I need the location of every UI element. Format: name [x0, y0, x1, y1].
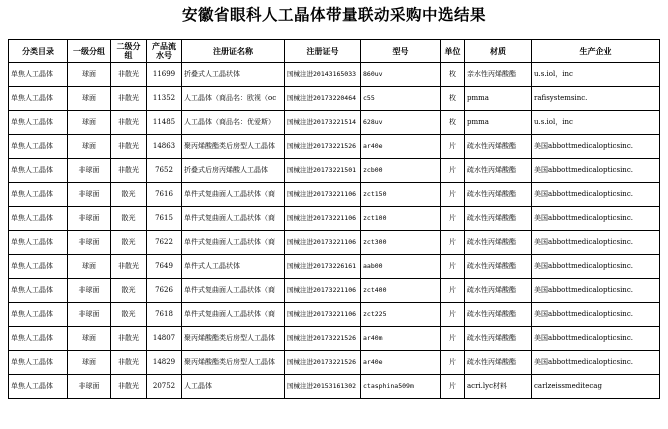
table-row [9, 327, 660, 351]
manufacturer-cell: rafisystemsinc. [532, 87, 660, 111]
serial-cell: 7622 [147, 231, 182, 255]
manufacturer-cell: 美国abbottmedicalopticsinc. [532, 207, 660, 231]
serial-cell: 20752 [147, 375, 182, 399]
category-cell: 单焦人工晶体 [9, 303, 68, 327]
material-cell: pmma [465, 87, 532, 111]
category-cell: 单焦人工晶体 [9, 159, 68, 183]
model-cell: zct100 [361, 207, 441, 231]
material-cell: 疏水性丙烯酸酯 [465, 279, 532, 303]
group1-cell: 球面 [68, 87, 111, 111]
group2-cell: 散光 [111, 279, 147, 303]
registration-name-cell: 单件式复曲面人工晶状体（商 [182, 279, 285, 303]
group2-cell: 非散光 [111, 135, 147, 159]
group1-cell: 球面 [68, 63, 111, 87]
manufacturer-cell: 美国abbottmedicalopticsinc. [532, 135, 660, 159]
serial-cell: 7616 [147, 183, 182, 207]
category-cell: 单焦人工晶体 [9, 327, 68, 351]
table-row [9, 207, 660, 231]
category-cell: 单焦人工晶体 [9, 207, 68, 231]
table-row [9, 279, 660, 303]
category-cell: 单焦人工晶体 [9, 63, 68, 87]
category-cell: 单焦人工晶体 [9, 255, 68, 279]
registration-name-cell: 单件式人工晶状体 [182, 255, 285, 279]
material-cell: 疏水性丙烯酸酯 [465, 303, 532, 327]
unit-cell: 片 [441, 351, 465, 375]
column-header: 材质 [465, 40, 532, 63]
serial-cell: 11485 [147, 111, 182, 135]
material-cell: 疏水性丙烯酸酯 [465, 183, 532, 207]
unit-cell: 片 [441, 303, 465, 327]
serial-cell: 7615 [147, 207, 182, 231]
serial-cell: 14807 [147, 327, 182, 351]
registration-name-cell: 单件式复曲面人工晶状体（商 [182, 183, 285, 207]
registration-number-cell: 国械注进20173221526 [285, 351, 361, 375]
registration-number-cell: 国械注进20173221514 [285, 111, 361, 135]
registration-number-cell: 国械注进20173221501 [285, 159, 361, 183]
registration-number-cell: 国械注进20173221526 [285, 327, 361, 351]
registration-number-cell: 国械注进20173221106 [285, 231, 361, 255]
category-cell: 单焦人工晶体 [9, 231, 68, 255]
unit-cell: 片 [441, 255, 465, 279]
column-header: 单位 [441, 40, 465, 63]
unit-cell: 片 [441, 135, 465, 159]
registration-name-cell: 人工晶体 [182, 375, 285, 399]
material-cell: 疏水性丙烯酸酯 [465, 207, 532, 231]
column-header: 注册证号 [285, 40, 361, 63]
table-row [9, 135, 660, 159]
table-row [9, 63, 660, 87]
category-cell: 单焦人工晶体 [9, 351, 68, 375]
manufacturer-cell: carlzeissmeditecag [532, 375, 660, 399]
group1-cell: 非球面 [68, 303, 111, 327]
material-cell: 亲水性丙烯酸酯 [465, 63, 532, 87]
unit-cell: 片 [441, 327, 465, 351]
model-cell: ar40e [361, 135, 441, 159]
category-cell: 单焦人工晶体 [9, 87, 68, 111]
page-title: 安徽省眼科人工晶体带量联动采购中选结果 [181, 5, 486, 24]
manufacturer-cell: 美国abbottmedicalopticsinc. [532, 255, 660, 279]
model-cell: ctasphina509m [361, 375, 441, 399]
table-row [9, 231, 660, 255]
unit-cell: 片 [441, 279, 465, 303]
group2-cell: 非散光 [111, 375, 147, 399]
manufacturer-cell: 美国abbottmedicalopticsinc. [532, 159, 660, 183]
registration-number-cell: 国械注进20173221106 [285, 303, 361, 327]
table-header-row [9, 40, 660, 63]
group1-cell: 球面 [68, 135, 111, 159]
column-header: 一级分组 [68, 40, 111, 63]
group2-cell: 散光 [111, 183, 147, 207]
group2-cell: 非散光 [111, 327, 147, 351]
material-cell: 疏水性丙烯酸酯 [465, 351, 532, 375]
group1-cell: 非球面 [68, 207, 111, 231]
manufacturer-cell: 美国abbottmedicalopticsinc. [532, 351, 660, 375]
column-header: 注册证名称 [182, 40, 285, 63]
model-cell: ar40m [361, 327, 441, 351]
unit-cell: 枚 [441, 111, 465, 135]
table-row [9, 183, 660, 207]
table-row [9, 351, 660, 375]
category-cell: 单焦人工晶体 [9, 135, 68, 159]
group1-cell: 非球面 [68, 183, 111, 207]
manufacturer-cell: u.s.iol，inc [532, 63, 660, 87]
group2-cell: 非散光 [111, 159, 147, 183]
group2-cell: 非散光 [111, 63, 147, 87]
model-cell: 860uv [361, 63, 441, 87]
group1-cell: 球面 [68, 255, 111, 279]
model-cell: 628uv [361, 111, 441, 135]
group2-cell: 散光 [111, 207, 147, 231]
manufacturer-cell: 美国abbottmedicalopticsinc. [532, 303, 660, 327]
model-cell: c55 [361, 87, 441, 111]
unit-cell: 片 [441, 159, 465, 183]
model-cell: zcb00 [361, 159, 441, 183]
group2-cell: 非散光 [111, 111, 147, 135]
table-row [9, 303, 660, 327]
registration-number-cell: 国械注进20173226161 [285, 255, 361, 279]
group1-cell: 非球面 [68, 279, 111, 303]
registration-number-cell: 国械注进20173220464 [285, 87, 361, 111]
unit-cell: 枚 [441, 87, 465, 111]
serial-cell: 7649 [147, 255, 182, 279]
model-cell: aab00 [361, 255, 441, 279]
registration-name-cell: 单件式复曲面人工晶状体（商 [182, 303, 285, 327]
registration-number-cell: 国械注进20173221106 [285, 207, 361, 231]
column-header: 二级分组 [111, 40, 147, 63]
serial-cell: 14863 [147, 135, 182, 159]
material-cell: 疏水性丙烯酸酯 [465, 159, 532, 183]
table-row [9, 255, 660, 279]
serial-cell: 14829 [147, 351, 182, 375]
column-header: 产品流水号 [147, 40, 182, 63]
material-cell: 疏水性丙烯酸酯 [465, 255, 532, 279]
unit-cell: 片 [441, 231, 465, 255]
serial-cell: 11699 [147, 63, 182, 87]
table-row [9, 159, 660, 183]
group2-cell: 非散光 [111, 255, 147, 279]
manufacturer-cell: 美国abbottmedicalopticsinc. [532, 183, 660, 207]
category-cell: 单焦人工晶体 [9, 111, 68, 135]
table-row [9, 375, 660, 399]
unit-cell: 片 [441, 207, 465, 231]
model-cell: zct225 [361, 303, 441, 327]
group2-cell: 非散光 [111, 87, 147, 111]
group2-cell: 散光 [111, 303, 147, 327]
model-cell: zct400 [361, 279, 441, 303]
serial-cell: 7652 [147, 159, 182, 183]
category-cell: 单焦人工晶体 [9, 279, 68, 303]
manufacturer-cell: 美国abbottmedicalopticsinc. [532, 327, 660, 351]
manufacturer-cell: 美国abbottmedicalopticsinc. [532, 279, 660, 303]
serial-cell: 11352 [147, 87, 182, 111]
column-header: 生产企业 [532, 40, 660, 63]
table-row [9, 111, 660, 135]
registration-name-cell: 聚丙烯酸酯类后房型人工晶体 [182, 351, 285, 375]
registration-name-cell: 聚丙烯酸酯类后房型人工晶体 [182, 327, 285, 351]
unit-cell: 片 [441, 183, 465, 207]
column-header: 分类目录 [9, 40, 68, 63]
registration-name-cell: 单件式复曲面人工晶状体（商 [182, 207, 285, 231]
material-cell: 疏水性丙烯酸酯 [465, 327, 532, 351]
registration-name-cell: 人工晶体（商品名：欧视（oc [182, 87, 285, 111]
registration-name-cell: 折叠式人工晶状体 [182, 63, 285, 87]
registration-number-cell: 国械注进20143165033 [285, 63, 361, 87]
manufacturer-cell: u.s.iol，inc [532, 111, 660, 135]
registration-number-cell: 国械注进20173221526 [285, 135, 361, 159]
registration-number-cell: 国械注进20153161302 [285, 375, 361, 399]
registration-number-cell: 国械注进20173221106 [285, 279, 361, 303]
category-cell: 单焦人工晶体 [9, 183, 68, 207]
results-table [8, 39, 660, 399]
group1-cell: 非球面 [68, 231, 111, 255]
serial-cell: 7626 [147, 279, 182, 303]
registration-name-cell: 折叠式后房丙烯酸人工晶体 [182, 159, 285, 183]
unit-cell: 枚 [441, 63, 465, 87]
manufacturer-cell: 美国abbottmedicalopticsinc. [532, 231, 660, 255]
group1-cell: 非球面 [68, 159, 111, 183]
material-cell: 疏水性丙烯酸酯 [465, 231, 532, 255]
column-header: 型号 [361, 40, 441, 63]
material-cell: 疏水性丙烯酸酯 [465, 135, 532, 159]
model-cell: zct300 [361, 231, 441, 255]
registration-name-cell: 单件式复曲面人工晶状体（商 [182, 231, 285, 255]
category-cell: 单焦人工晶体 [9, 375, 68, 399]
registration-name-cell: 聚丙烯酸酯类后房型人工晶体 [182, 135, 285, 159]
model-cell: zct150 [361, 183, 441, 207]
material-cell: acri.lyc材料 [465, 375, 532, 399]
group1-cell: 非球面 [68, 375, 111, 399]
group1-cell: 球面 [68, 111, 111, 135]
model-cell: ar40e [361, 351, 441, 375]
serial-cell: 7618 [147, 303, 182, 327]
group1-cell: 球面 [68, 327, 111, 351]
unit-cell: 片 [441, 375, 465, 399]
group2-cell: 散光 [111, 231, 147, 255]
material-cell: pmma [465, 111, 532, 135]
table-row [9, 87, 660, 111]
registration-name-cell: 人工晶体（商品名：优爱斯） [182, 111, 285, 135]
group2-cell: 非散光 [111, 351, 147, 375]
group1-cell: 球面 [68, 351, 111, 375]
registration-number-cell: 国械注进20173221106 [285, 183, 361, 207]
